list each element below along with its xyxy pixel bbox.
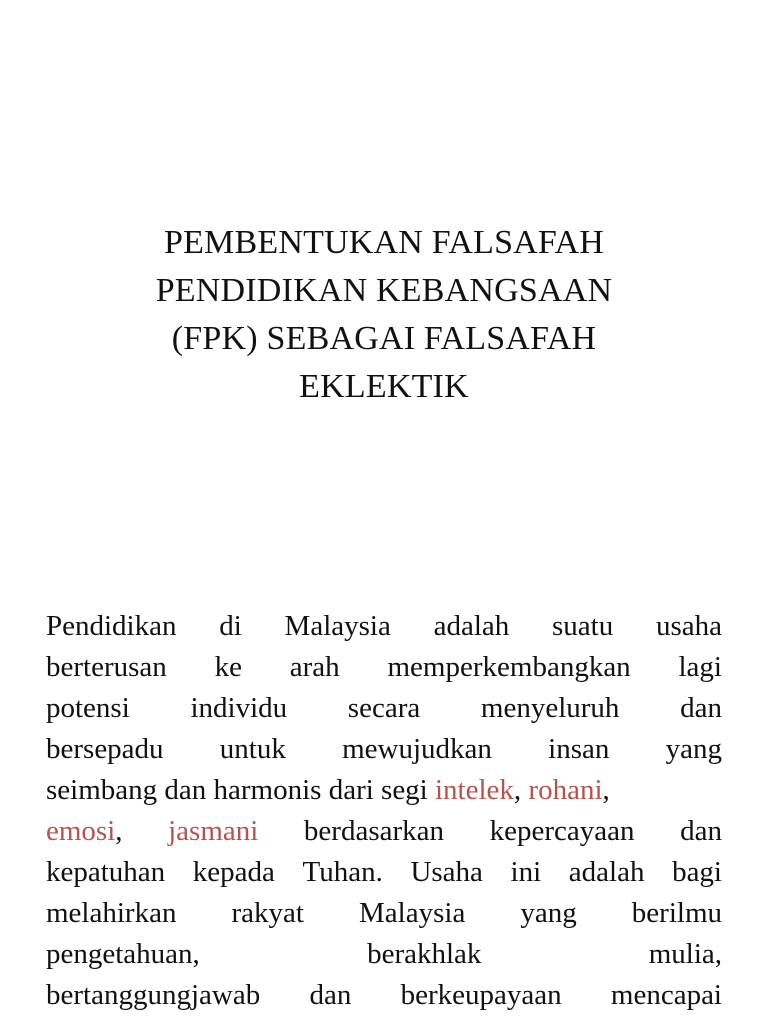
word: Malaysia <box>284 610 391 642</box>
word: Usaha <box>410 856 483 888</box>
word: berterusan <box>46 651 167 683</box>
word: Malaysia <box>359 897 466 929</box>
word: mulia, <box>648 938 722 970</box>
word: di <box>219 610 242 642</box>
word: untuk <box>219 733 286 765</box>
word: melahirkan <box>46 897 177 929</box>
text-run: seimbang dan harmonis dari segi <box>46 774 435 806</box>
word: individu <box>190 692 288 724</box>
word: insan <box>548 733 610 765</box>
highlight-intelek: intelek <box>435 774 514 806</box>
word: rakyat <box>231 897 304 929</box>
word: memperkembangkan <box>387 651 631 683</box>
paragraph-line <box>46 688 722 729</box>
paragraph-line <box>46 729 722 770</box>
word: ke <box>214 651 242 683</box>
word: kepada <box>192 856 275 888</box>
word: berakhlak <box>367 938 482 970</box>
word: berilmu <box>631 897 722 929</box>
paragraph-line <box>46 647 722 688</box>
word: kepercayaan <box>489 815 635 847</box>
text-run: , <box>513 774 529 806</box>
body-paragraph <box>46 606 722 1016</box>
word: bagi <box>672 856 722 888</box>
word: lagi <box>678 651 722 683</box>
paragraph-line <box>46 934 722 975</box>
word: berkeupayaan <box>400 979 562 1011</box>
paragraph-line <box>46 606 722 647</box>
word: berdasarkan <box>303 815 445 847</box>
word: secara <box>347 692 421 724</box>
paragraph-line <box>46 852 722 893</box>
highlight-jasmani: jasmani <box>168 815 259 847</box>
word: arah <box>289 651 340 683</box>
word: bersepadu <box>46 733 164 765</box>
word: potensi <box>46 692 130 724</box>
text-run: , <box>115 815 123 847</box>
text-run: , <box>602 774 610 806</box>
word: Pendidikan <box>46 610 177 642</box>
paragraph-line <box>46 975 722 1016</box>
word: yang <box>520 897 577 929</box>
word: usaha <box>655 610 722 642</box>
word: adalah <box>433 610 510 642</box>
title-line: PEMBENTUKAN FALSAFAH <box>163 224 605 261</box>
paragraph-line <box>46 893 722 934</box>
word: menyeluruh <box>480 692 620 724</box>
word: dan <box>680 692 722 724</box>
highlight-rohani: rohani <box>528 774 603 806</box>
word: ini <box>510 856 542 888</box>
word: bertanggungjawab <box>46 979 261 1011</box>
title-line: (FPK) SEBAGAI FALSAFAH <box>171 320 597 357</box>
word: suatu <box>551 610 614 642</box>
word: mencapai <box>610 979 722 1011</box>
document-title <box>0 219 768 411</box>
paragraph-line <box>46 770 722 811</box>
word: kepatuhan <box>46 856 166 888</box>
title-line: PENDIDIKAN KEBANGSAAN <box>155 272 613 309</box>
word: dan <box>309 979 352 1011</box>
highlight-emosi: emosi <box>46 815 116 847</box>
word: adalah <box>568 856 645 888</box>
word: dan <box>680 815 722 847</box>
word: Tuhan. <box>302 856 383 888</box>
title-line: EKLEKTIK <box>299 368 469 405</box>
word: yang <box>665 733 722 765</box>
paragraph-line <box>46 811 722 852</box>
word: mewujudkan <box>342 733 492 765</box>
word-group <box>46 811 123 852</box>
word: pengetahuan, <box>46 938 200 970</box>
